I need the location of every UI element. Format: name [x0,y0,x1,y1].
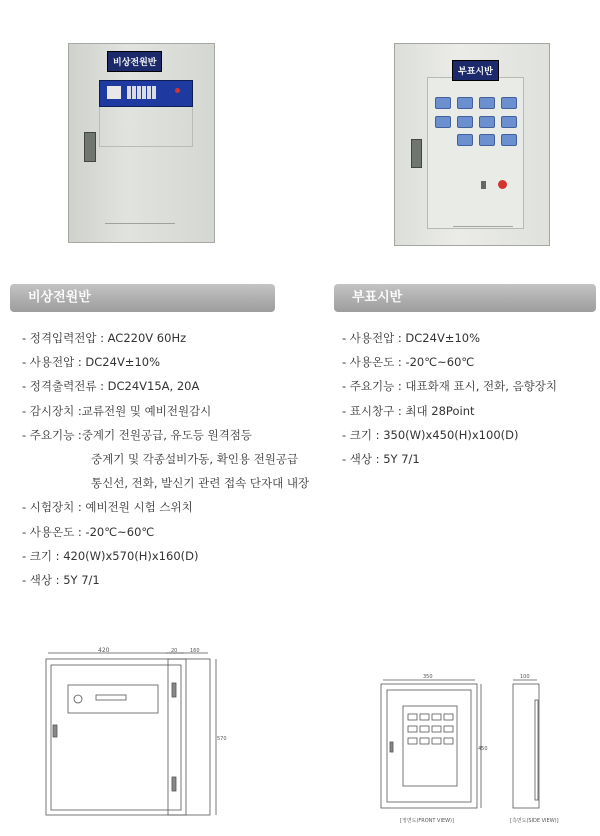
meter-2 [127,86,157,99]
dim-small: 20 [171,648,178,654]
spec-line: - 주요기능 : 대표화재 표시, 전화, 음향장치 [342,379,558,394]
emergency-panel-specs [22,326,309,592]
display-lamp [435,97,451,109]
display-lamp [457,134,473,146]
spec-line: - 색상 : 5Y 7/1 [22,572,100,587]
front-view-lamps [408,714,453,744]
annunciator-panel-sign [452,60,499,81]
side-view-outline [168,659,210,815]
sign-text: 부표시반 [452,60,499,81]
spec-line: - 크기 : 350(W)x450(H)x100(D) [342,427,519,442]
sign-text: 비상전원반 [107,51,162,72]
spec-line: - 사용온도 : -20℃~60℃ [22,524,155,539]
side-view-edge [535,700,538,800]
front-view-outline [381,684,477,808]
spec-line: - 색상 : 5Y 7/1 [342,451,420,466]
display-lamp [435,116,451,128]
display-lamp [501,116,517,128]
dim-depth: 160 [190,648,200,654]
display-lamp [479,97,495,109]
spec-line: - 감시장치 :교류전원 및 예비전원감시 [22,403,212,418]
annunciator-panel-drawing [375,670,575,830]
phone-jack [481,181,486,189]
front-view-door [387,690,471,802]
display-lamp [501,97,517,109]
emergency-panel-drawing [38,645,227,820]
spec-line: - 정격입력전압 : AC220V 60Hz [22,331,187,345]
door-handle [84,132,96,162]
alarm-lamp [498,180,507,189]
meter-1 [107,86,121,99]
display-lamp [457,97,473,109]
emergency-panel-photo [68,43,215,243]
door-handle [411,139,422,168]
spec-line: - 사용온도 : -20℃~60℃ [342,355,475,370]
annunciator-panel-header: 부표시반 [334,284,596,312]
spec-line: - 크기 : 420(W)x570(H)x160(D) [22,548,199,563]
front-view-handle [53,725,57,737]
dim-width: 350 [423,674,433,680]
emergency-panel-sign [107,51,162,72]
display-lamp [457,116,473,128]
front-view-handle [390,742,393,752]
spec-line: - 시험장치 : 예비전원 시험 스위치 [22,500,193,515]
spec-line: - 표시창구 : 최대 28Point [342,403,475,418]
front-view-door [51,665,181,810]
side-view-caption: [측면도(SIDE VIEW)] [510,818,559,824]
display-lamp [479,134,495,146]
spec-line: - 사용전압 : DC24V±10% [342,331,481,345]
side-view-hinge [172,777,176,791]
emergency-panel-header: 비상전원반 [10,284,275,312]
front-view-outline [46,659,186,815]
spec-line: 통신선, 전화, 발신기 관련 접속 단자대 내장 [91,476,310,491]
spec-line: - 사용전압 : DC24V±10% [22,355,161,370]
front-view-caption: [정면도(FRONT VIEW)] [400,818,454,824]
brand-plate [453,226,513,227]
front-view-plate [96,695,126,700]
front-view-window [68,685,158,713]
display-lamp [479,116,495,128]
spec-line: - 정격출력전류 : DC24V15A, 20A [22,379,200,394]
display-lamp [501,134,517,146]
brand-plate [105,223,175,224]
side-view-hinge [172,683,176,697]
dim-height: 570 [217,736,227,742]
annunciator-panel-specs [342,326,557,471]
spec-line: 중계기 및 각종설비가동, 확인용 전원공급 [91,451,299,466]
dim-width: 420 [98,647,110,654]
red-lamp [175,88,180,93]
front-view-meter [74,695,82,703]
dim-height: 450 [478,746,488,752]
spec-line: - 주요기능 :중계기 전원공급, 유도등 원격점등 [22,427,252,442]
dim-depth: 100 [520,674,530,680]
